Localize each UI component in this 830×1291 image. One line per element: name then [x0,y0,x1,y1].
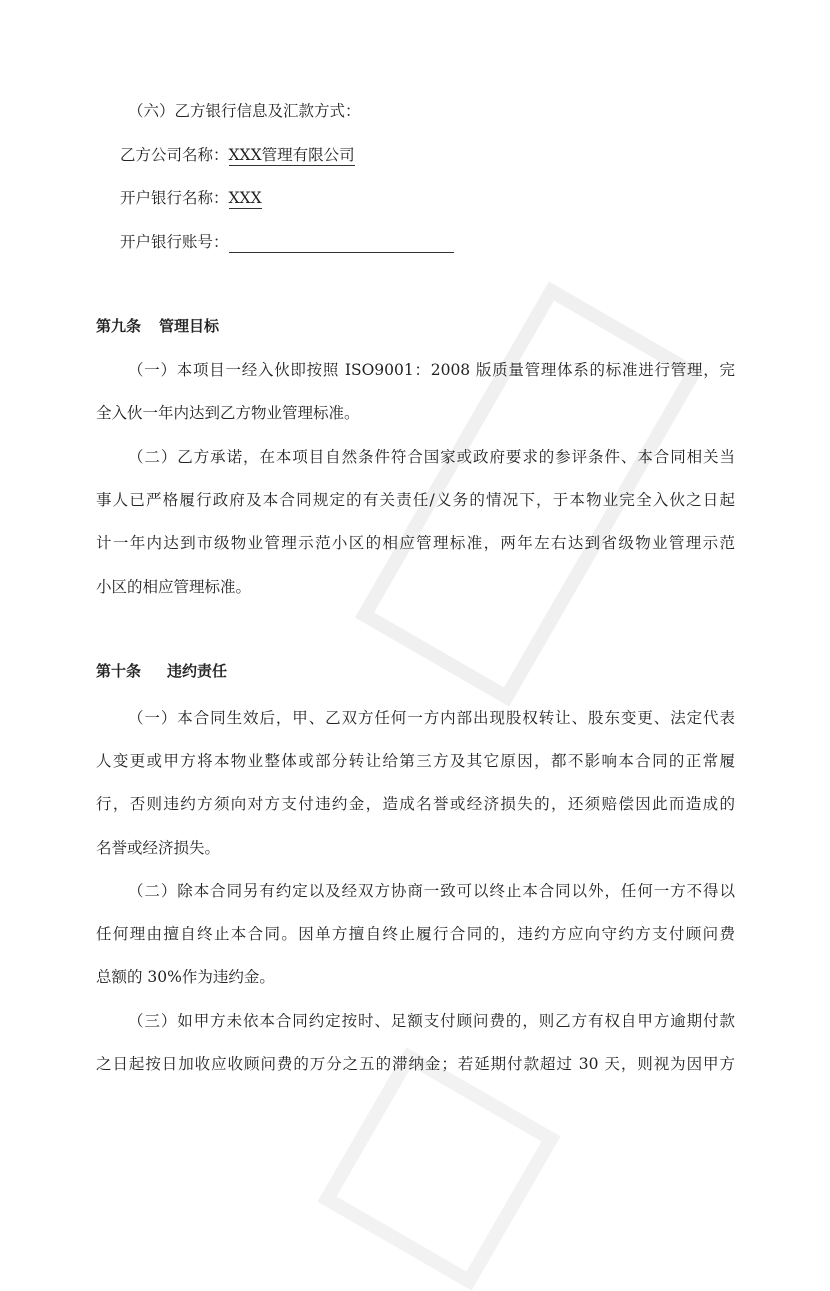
paragraph-line: 行，否则违约方须向对方支付违约金，造成名誉或经济损失的，还须赔偿因此而造成的 [96,795,735,813]
paragraph-line: 事人已严格履行政府及本合同规定的有关责任/义务的情况下，于本物业完全入伙之日起 [96,491,735,509]
paragraph-line: 之日起按日加收应收顾问费的万分之五的滞纳金；若延期付款超过 30 天，则视为因甲方 [96,1055,735,1073]
article-10-heading [96,660,227,682]
paragraph-line: （三）如甲方未依本合同约定按时、足额支付顾问费的，则乙方有权自甲方逾期付款 [128,1012,735,1030]
article-title: 违约责任 [167,662,228,680]
paragraph-line: （一）本合同生效后，甲、乙双方任何一方内部出现股权转让、股东变更、法定代表 [128,709,735,727]
article-9-heading [96,315,219,337]
paragraph-line: （二）除本合同另有约定以及经双方协商一致可以终止本合同以外，任何一方不得以 [128,882,735,900]
company-name-row [120,144,355,166]
company-label: 乙方公司名称： [120,146,229,164]
paragraph-line: 全入伙一年内达到乙方物业管理标准。 [96,404,360,422]
paragraph-line: 人变更或甲方将本物业整体或部分转让给第三方及其它原因，都不影响本合同的正常履 [96,752,735,770]
account-blank [229,234,454,253]
paragraph-line: 任何理由擅自终止本合同。因单方擅自终止履行合同的，违约方应向守约方支付顾问费 [96,925,735,943]
bank-name-label: 开户银行名称： [120,189,229,207]
paragraph-line: 名誉或经济损失。 [96,839,221,857]
paragraph-line: 小区的相应管理标准。 [96,578,252,596]
paragraph-line: （二）乙方承诺，在本项目自然条件符合国家或政府要求的参评条件、本合同相关当 [128,448,735,466]
watermark [317,1047,560,1290]
paragraph-line: （一）本项目一经入伙即按照 ISO9001：2008 版质量管理体系的标准进行管理，完 [128,361,735,379]
account-row [120,231,454,253]
bank-name-row [120,187,262,209]
bank-name-value: XXX [228,189,262,207]
article-title: 管理目标 [159,317,220,335]
article-number: 第九条 [96,317,142,335]
paragraph-line: 总额的 30%作为违约金。 [96,968,275,986]
bank-info-heading: （六）乙方银行信息及汇款方式： [128,102,361,120]
company-value: XXX管理有限公司 [228,146,355,164]
account-label: 开户银行账号： [120,233,229,251]
article-number: 第十条 [96,662,142,680]
paragraph-line: 计一年内达到市级物业管理示范小区的相应管理标准，两年左右达到省级物业管理示范 [96,534,735,552]
